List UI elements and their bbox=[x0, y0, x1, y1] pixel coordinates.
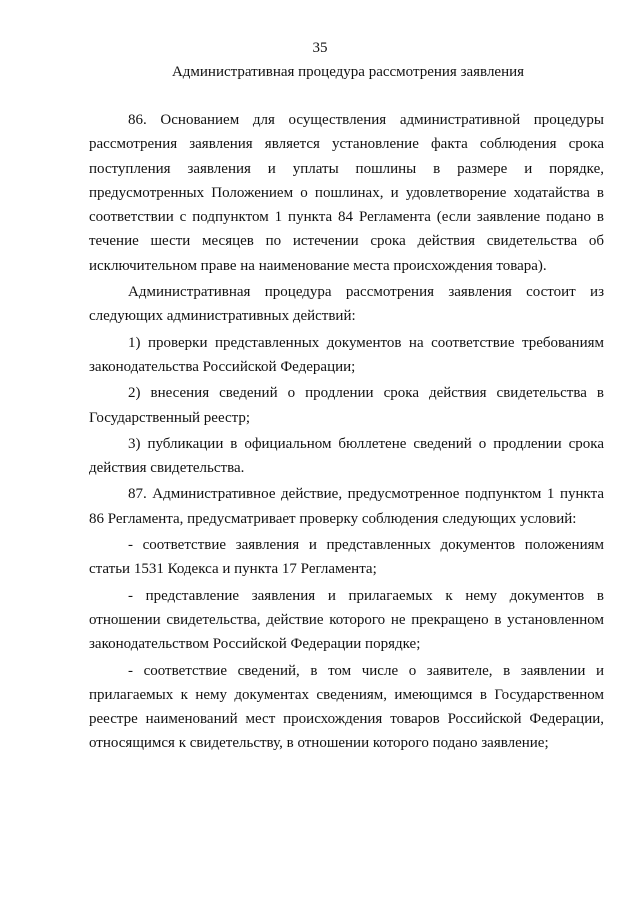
paragraph-87: 87. Административное действие, предусмотренное подпунктом 1 пункта 86 Регламента, предусматривает проверку соблюдения следующих условий: bbox=[89, 486, 604, 527]
document-body bbox=[89, 108, 604, 756]
section-title: Административная процедура рассмотрения заявления bbox=[171, 64, 525, 80]
condition-item-3: - соответствие сведений, в том числе о заявителе, в заявлении и прилагаемых к нему документах сведениям, имеющимся в Государственном реестре наименований мест происхождения товаров Российской Федерации, относящимся к свидетельству, в отношении которого подано заявление; bbox=[89, 662, 604, 752]
condition-item-2: - представление заявления и прилагаемых к нему документов в отношении свидетельства, действие которого не прекращено в установленном законодательством Российской Федерации порядке; bbox=[89, 587, 604, 653]
list-item-2: 2) внесения сведений о продлении срока действия свидетельства в Государственный реестр; bbox=[89, 385, 604, 426]
condition-item-1: - соответствие заявления и представленных документов положениям статьи 1531 Кодекса и пункта 17 Регламента; bbox=[89, 537, 604, 578]
page-number: 35 bbox=[312, 40, 328, 56]
paragraph-procedure-composition: Административная процедура рассмотрения заявления состоит из следующих административных действий: bbox=[89, 284, 604, 325]
list-item-1: 1) проверки представленных документов на соответствие требованиям законодательства Российской Федерации; bbox=[89, 334, 604, 375]
list-item-3: 3) публикации в официальном бюллетене сведений о продлении срока действия свидетельства. bbox=[89, 435, 604, 477]
paragraph-86: 86. Основанием для осуществления административной процедуры рассмотрения заявления является установление факта соблюдения срока поступления заявления и уплаты пошлины в размере и порядке, предусмотренных Положением о пошлинах, и удовлетворение ходатайства в соответствии с подпунктом 1 пункта 84 Регламента (если заявление подано в течение шести месяцев по истечении срока действия свидетельства об исключительном праве на наименование места происхождения товара). bbox=[89, 112, 604, 274]
